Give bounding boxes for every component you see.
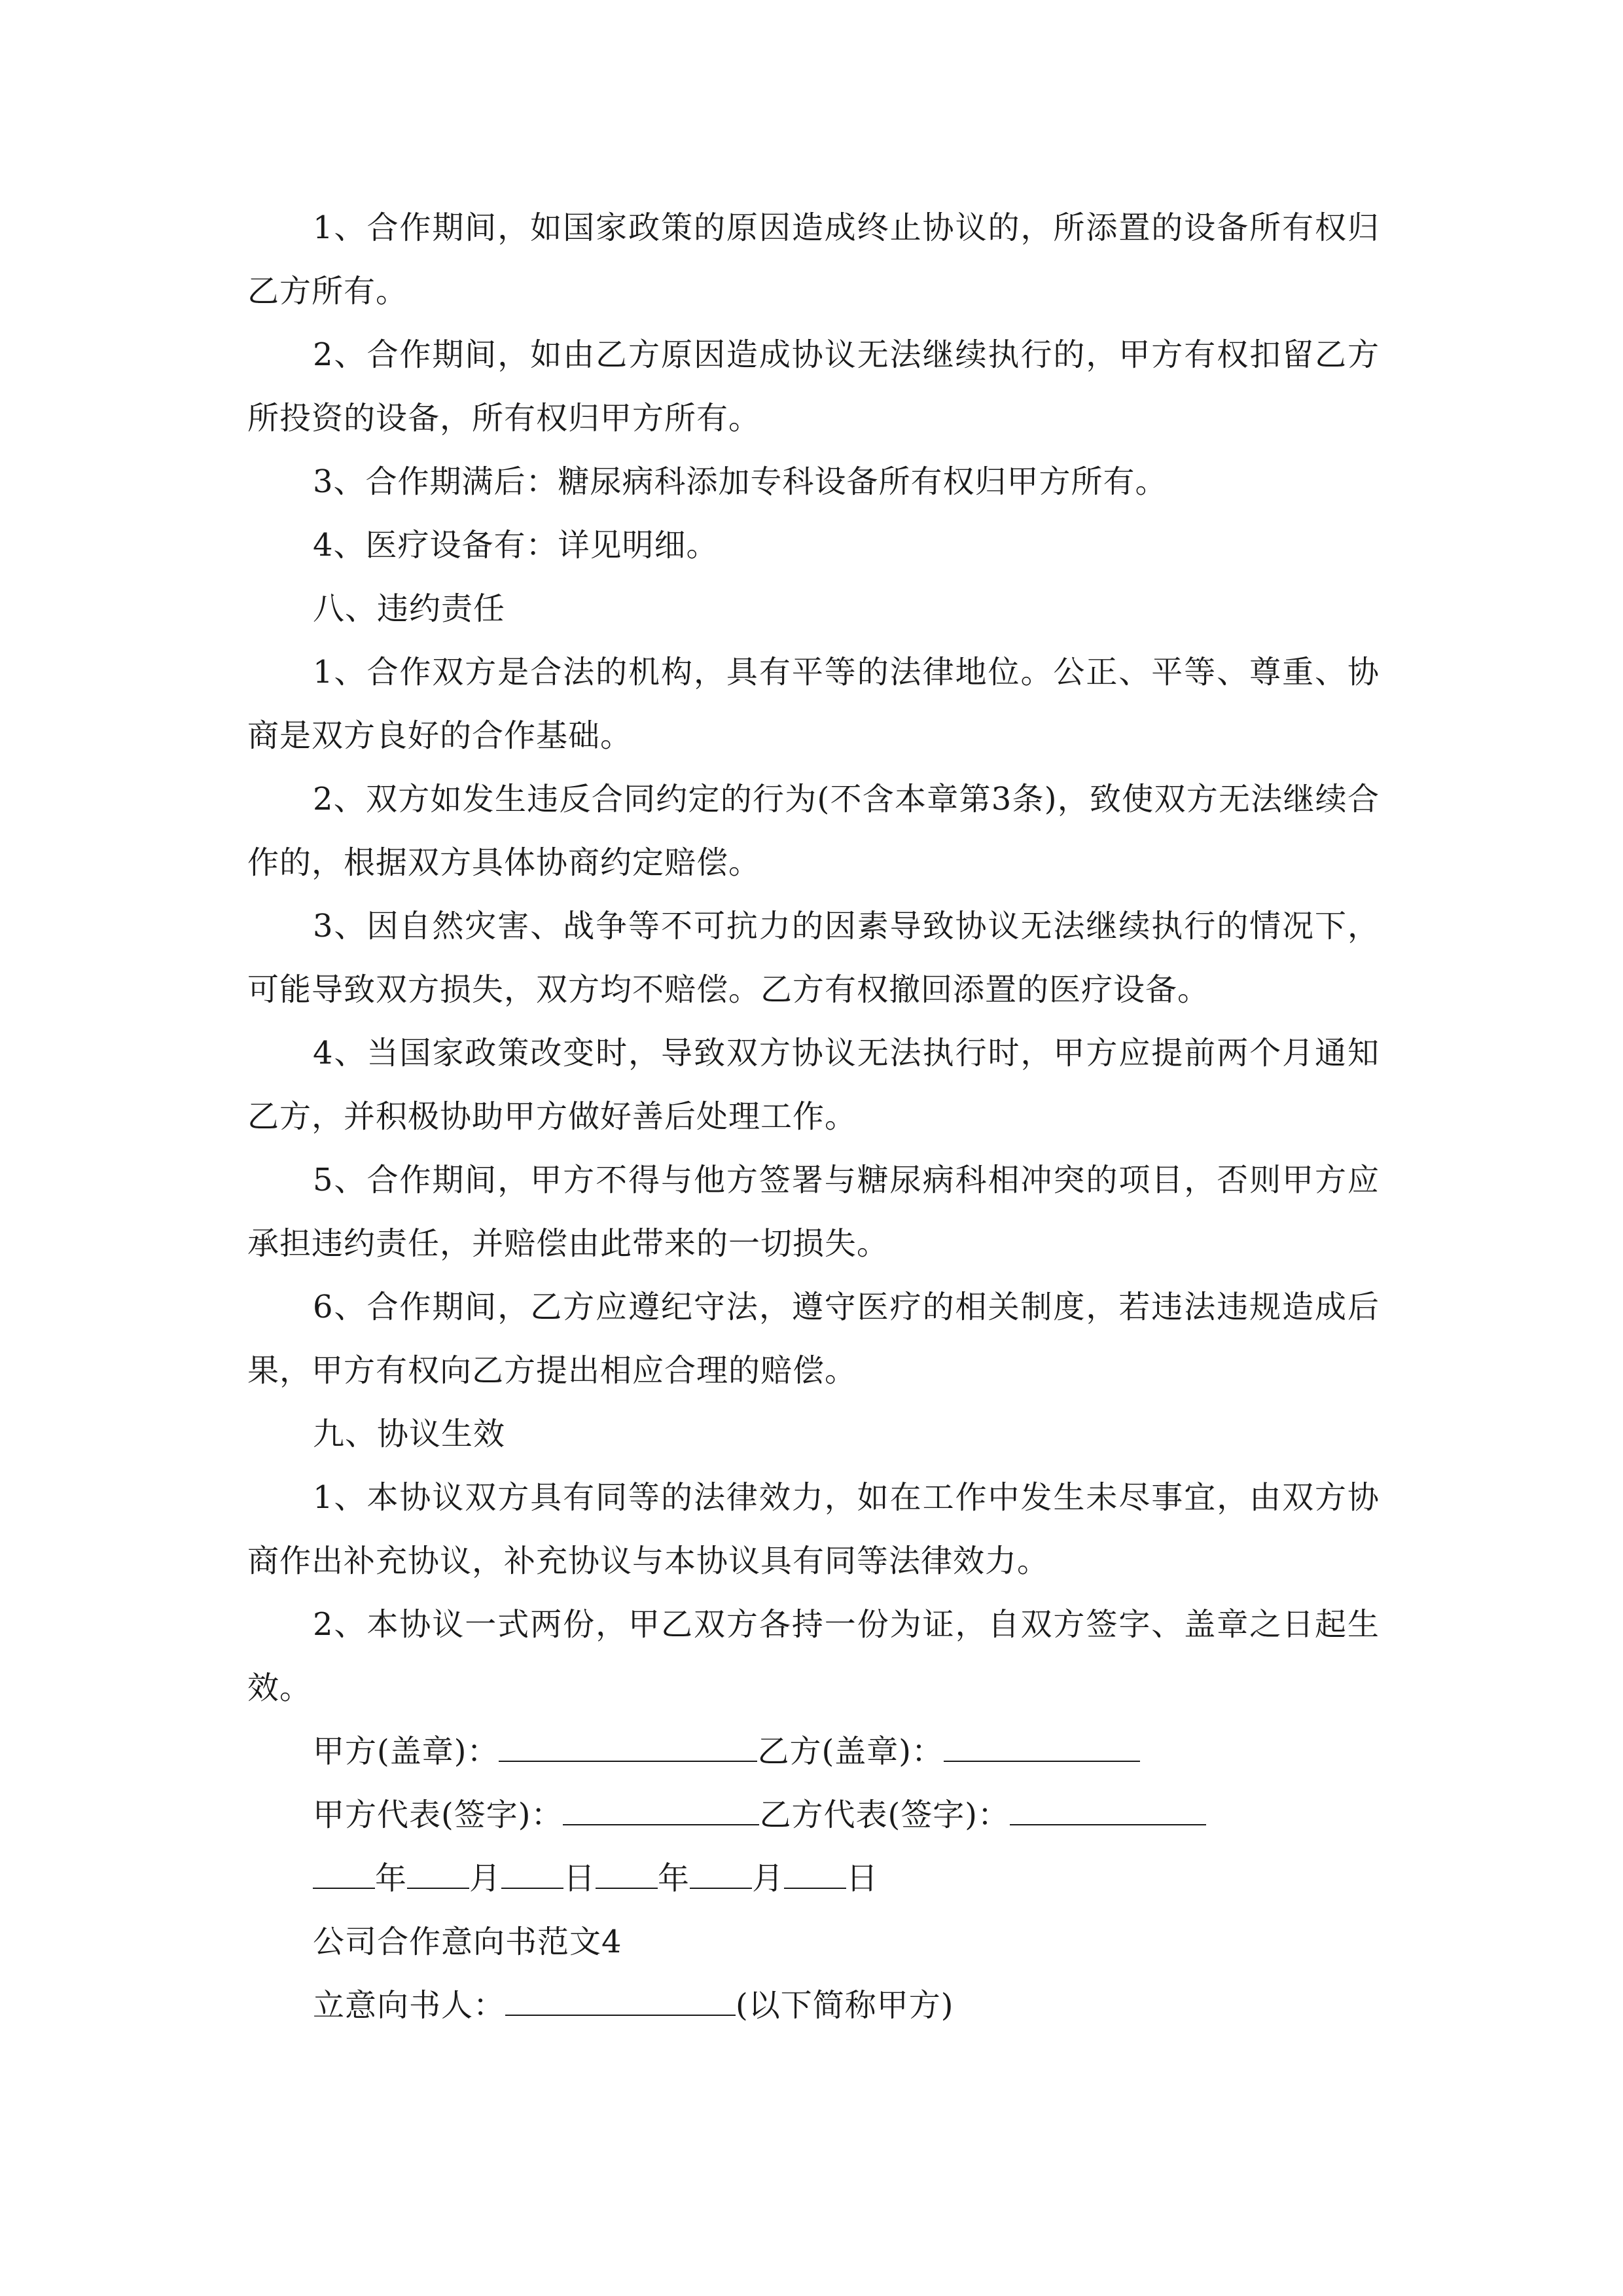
section-9-clause-1: 1、本协议双方具有同等的法律效力，如在工作中发生未尽事宜，由双方协商作出补充协议，补充协议与本协议具有同等法律效力。: [247, 1479, 1380, 1579]
intent-party-line: [247, 1974, 1380, 2037]
next-section-title: 公司合作意向书范文4: [313, 1924, 622, 1960]
date-a-year-blank[interactable]: [313, 1848, 375, 1889]
party-a-rep-label: 甲方代表(签字)：: [313, 1797, 563, 1833]
date-b-day-blank[interactable]: [784, 1848, 846, 1889]
intent-party-label: 立意向书人：: [313, 1987, 506, 2024]
section-9-title: 九、协议生效: [313, 1416, 506, 1452]
section-8-clause-6: 6、合作期间，乙方应遵纪守法，遵守医疗的相关制度，若违法违规造成后果，甲方有权向乙方提出相应合理的赔偿。: [247, 1289, 1380, 1389]
date-a-month-label: 月: [469, 1860, 502, 1897]
intent-party-suffix: (以下简称甲方): [736, 1987, 954, 2024]
representative-line: [247, 1784, 1380, 1847]
date-a-year-label: 年: [375, 1860, 408, 1897]
date-line: [247, 1847, 1380, 1910]
section-8-clause-5: 5、合作期间，甲方不得与他方签署与糖尿病科相冲突的项目，否则甲方应承担违约责任，并赔偿由此带来的一切损失。: [247, 1162, 1380, 1262]
section-9-clause-2: 2、本协议一式两份，甲乙双方各持一份为证，自双方签字、盖章之日起生效。: [247, 1606, 1380, 1706]
date-b-day-label: 日: [846, 1860, 879, 1897]
ownership-clause-3: 3、合作期满后：糖尿病科添加专科设备所有权归甲方所有。: [313, 463, 1168, 500]
section-8-clause-2: 2、双方如发生违反合同约定的行为(不含本章第3条)，致使双方无法继续合作的，根据双方具体协商约定赔偿。: [247, 781, 1380, 881]
section-8-clause-4: 4、当国家政策改变时，导致双方协议无法执行时，甲方应提前两个月通知乙方，并积极协助甲方做好善后处理工作。: [247, 1035, 1380, 1135]
party-a-seal-label: 甲方(盖章)：: [313, 1733, 499, 1770]
party-b-rep-blank[interactable]: [1010, 1785, 1206, 1825]
party-b-seal-label: 乙方(盖章)：: [757, 1733, 944, 1770]
date-b-year-blank[interactable]: [596, 1848, 658, 1889]
seal-line: [247, 1720, 1380, 1784]
date-b-month-blank[interactable]: [690, 1848, 752, 1889]
ownership-clause-2: 2、合作期间，如由乙方原因造成协议无法继续执行的，甲方有权扣留乙方所投资的设备，所有权归甲方所有。: [247, 336, 1380, 437]
party-a-rep-blank[interactable]: [563, 1785, 759, 1825]
date-a-month-blank[interactable]: [407, 1848, 469, 1889]
section-8-title: 八、违约责任: [313, 590, 506, 627]
date-b-year-label: 年: [658, 1860, 690, 1897]
party-a-seal-blank[interactable]: [499, 1721, 757, 1762]
intent-party-blank[interactable]: [505, 1975, 736, 2016]
date-b-month-label: 月: [752, 1860, 785, 1897]
section-8-clause-1: 1、合作双方是合法的机构，具有平等的法律地位。公正、平等、尊重、协商是双方良好的合作基础。: [247, 654, 1380, 754]
ownership-clause-1: 1、合作期间，如国家政策的原因造成终止协议的，所添置的设备所有权归乙方所有。: [247, 209, 1380, 310]
date-a-day-label: 日: [563, 1860, 596, 1897]
party-b-seal-blank[interactable]: [944, 1721, 1140, 1762]
party-b-rep-label: 乙方代表(签字)：: [759, 1797, 1010, 1833]
document-page: [247, 196, 1380, 2037]
ownership-clause-4: 4、医疗设备有：详见明细。: [313, 527, 719, 564]
date-a-day-blank[interactable]: [501, 1848, 563, 1889]
section-8-clause-3: 3、因自然灾害、战争等不可抗力的因素导致协议无法继续执行的情况下，可能导致双方损失，双方均不赔偿。乙方有权撤回添置的医疗设备。: [247, 908, 1380, 1008]
